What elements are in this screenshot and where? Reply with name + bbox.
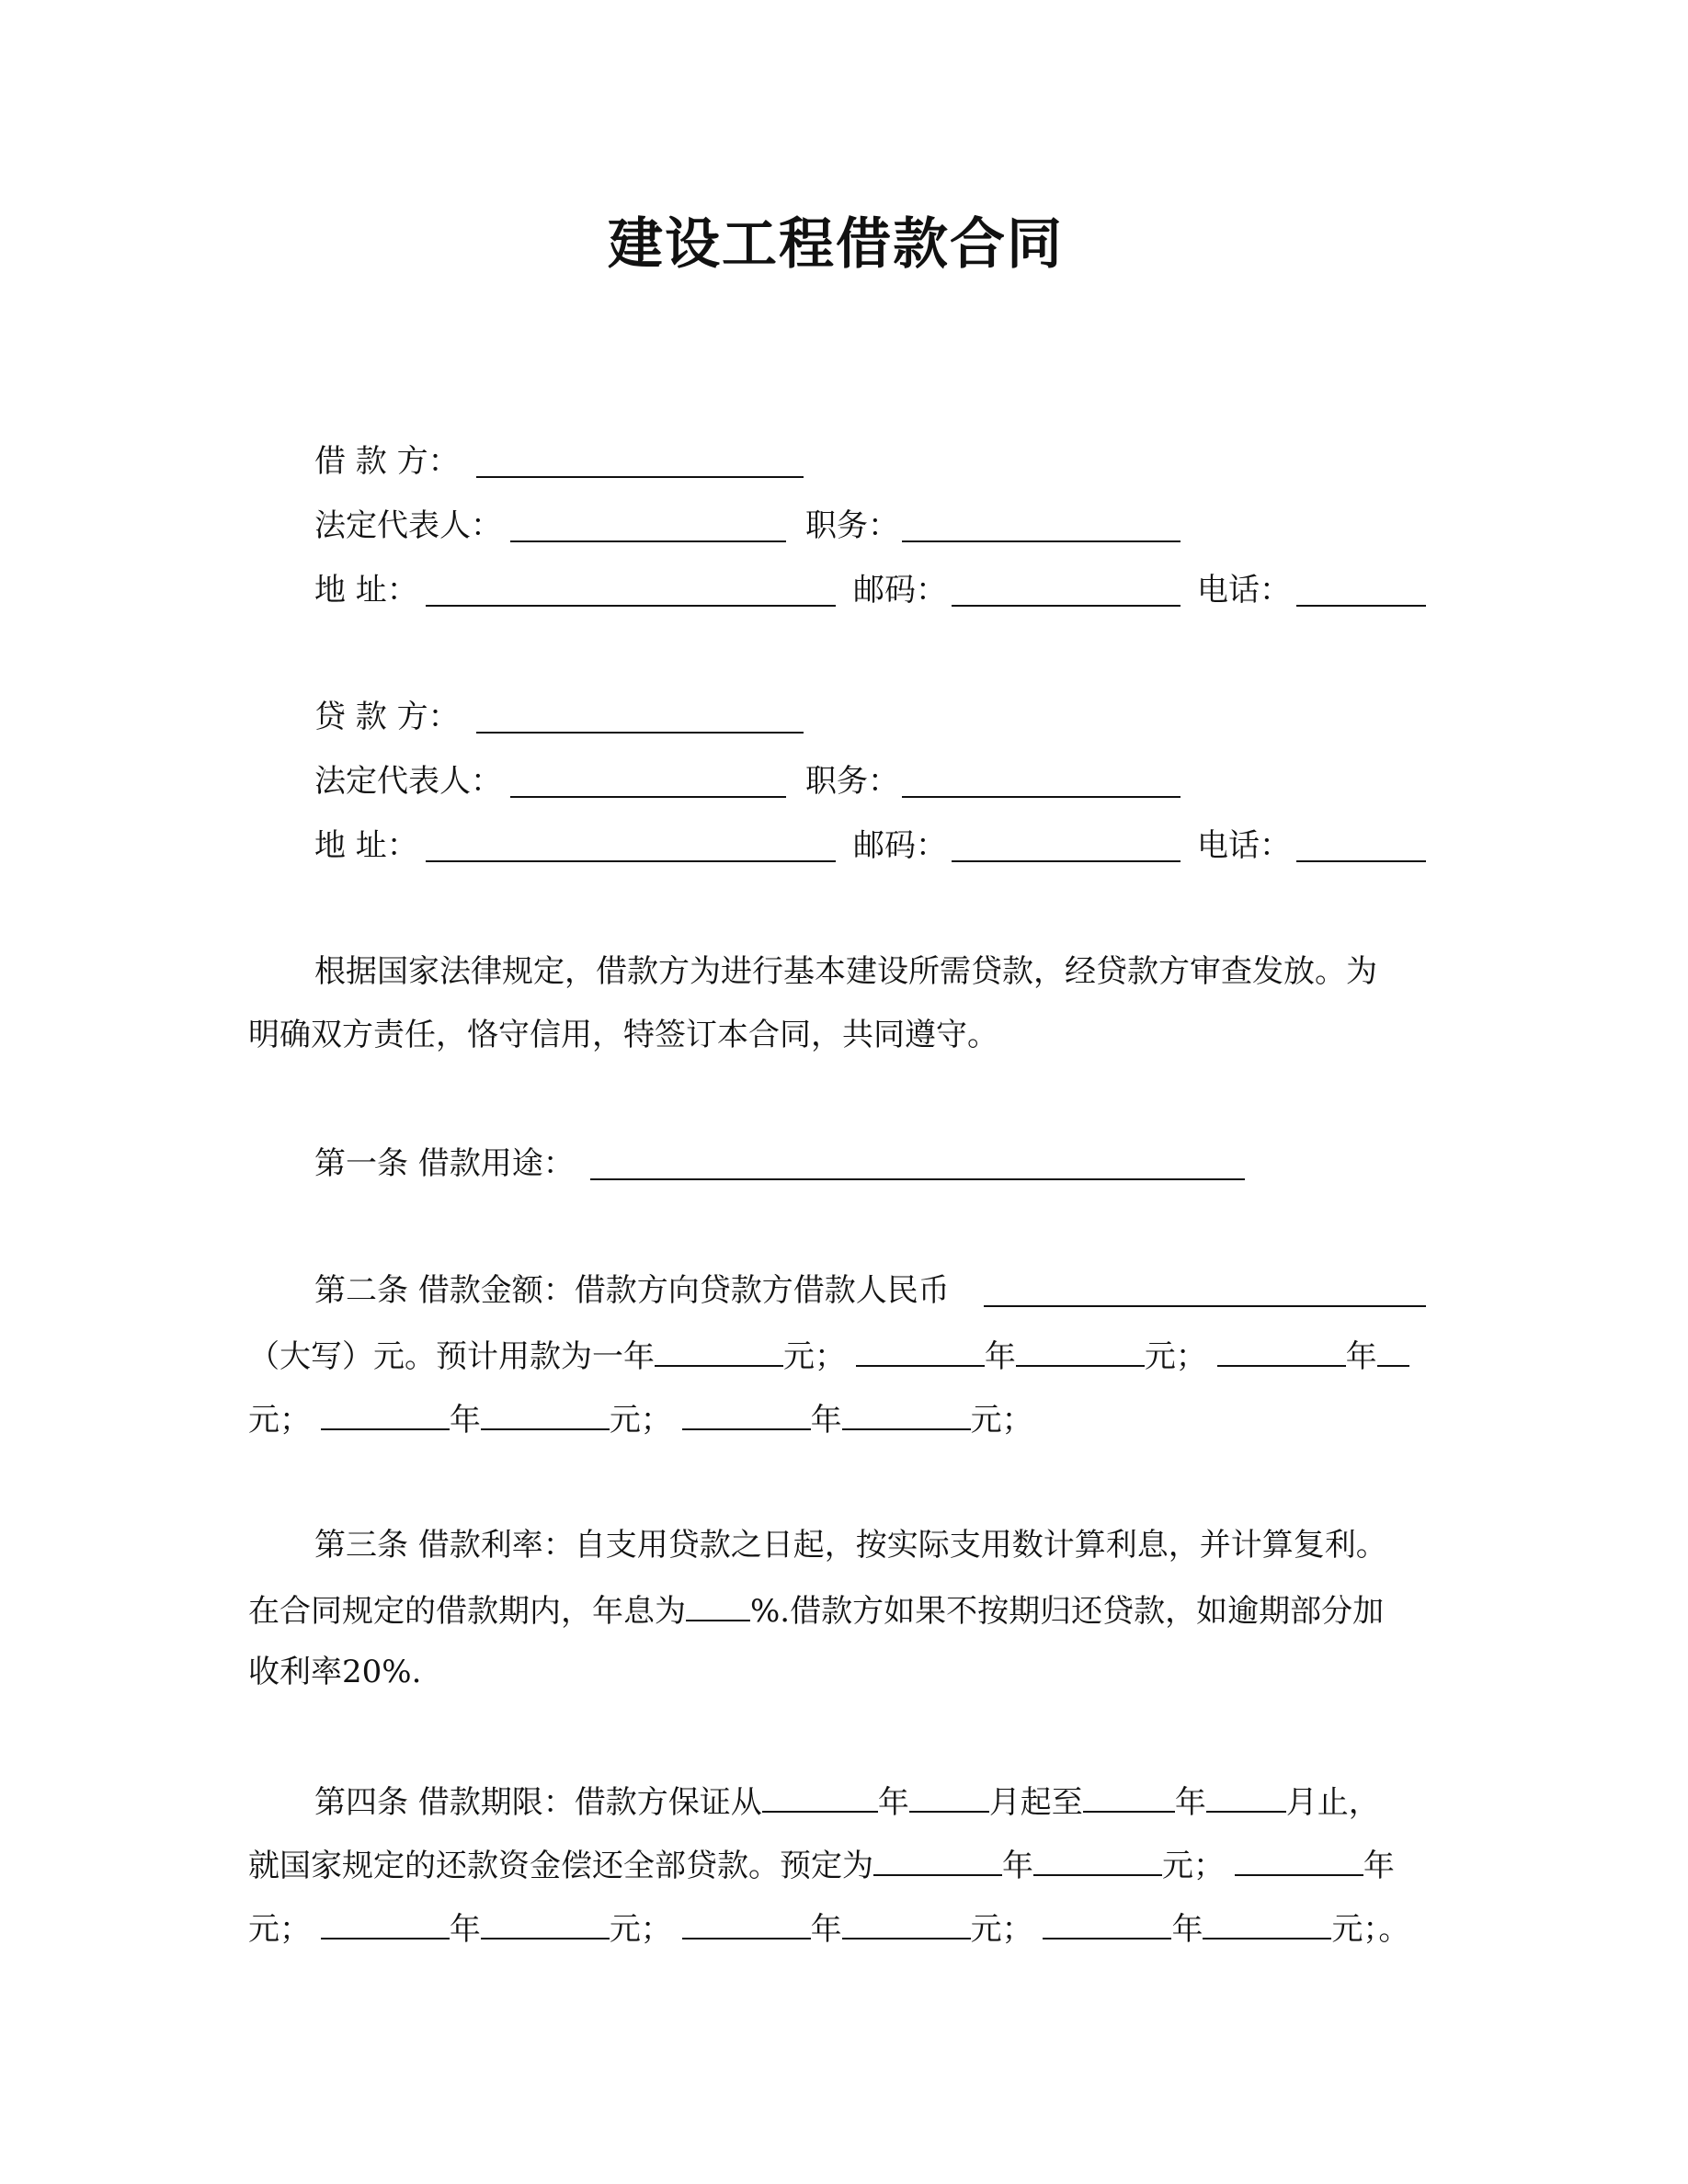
borrower-rep-line [314,506,1510,546]
clause3-line-3: 收利率20%. [248,1654,422,1690]
borrower-phone-blank[interactable] [1296,575,1426,607]
borrower-zip-label: 邮码： [853,572,947,609]
blank[interactable] [1217,1334,1346,1367]
preamble-line-2: 明确双方责任，恪守信用，特签订本合同，共同遵守。 [248,1017,998,1053]
clause2-line-2 [248,1334,1409,1374]
clause2-text: 年 [1345,1338,1377,1375]
clause4-text: 元；。 [1331,1911,1410,1948]
blank[interactable] [1083,1780,1175,1813]
borrower-address-label: 地 址： [314,572,418,609]
blank[interactable] [682,1397,811,1430]
clause2-text: 元； [970,1402,1033,1439]
blank[interactable] [1016,1334,1145,1367]
clause2-text: 元； [1144,1338,1207,1375]
clause4-text: 就国家规定的还款资金偿还全部贷款。预定为 [248,1848,873,1884]
lender-zip-label: 邮码： [853,827,947,864]
blank[interactable] [1206,1780,1286,1813]
clause2-line-1 [314,1270,1436,1311]
clause3-text: %.借款方如果不按期归还贷款，如逾期部分加 [750,1593,1385,1630]
clause2-line-3 [248,1397,1033,1438]
clause1-line [314,1143,1326,1184]
clause3-line-2 [248,1588,1384,1629]
borrower-position-blank[interactable] [902,511,1180,542]
clause4-text: 元； [248,1911,311,1948]
clause3-line-1: 第三条 借款利率：自支用贷款之日起，按实际支用数计算利息，并计算复利。 [314,1527,1387,1564]
clause4-line-3 [248,1906,1409,1947]
borrower-phone-label: 电话： [1197,572,1291,609]
blank[interactable] [842,1397,971,1430]
blank[interactable] [856,1334,985,1367]
lender-name-blank[interactable] [476,702,804,734]
document-title: 建设工程借款合同 [608,212,1064,277]
blank[interactable] [1377,1334,1409,1367]
clause4-text: 月起至 [988,1784,1083,1821]
blank[interactable] [655,1334,783,1367]
blank[interactable] [1203,1906,1331,1939]
lender-position-label: 职务： [805,763,899,800]
clause4-text: 年 [1174,1784,1206,1821]
clause4-line-1 [314,1780,1380,1820]
blank[interactable] [1033,1843,1162,1876]
lender-address-blank[interactable] [426,831,836,862]
blank[interactable] [682,1906,811,1939]
borrower-rep-blank[interactable] [510,511,786,542]
lender-name-line [314,697,1510,737]
loan-purpose-blank[interactable] [590,1149,1245,1180]
lender-rep-line [314,761,1510,802]
blank[interactable] [321,1906,450,1939]
lender-position-blank[interactable] [902,767,1180,798]
clause4-text: 年 [1171,1911,1203,1948]
clause2-text: 年 [984,1338,1016,1375]
blank[interactable] [481,1397,610,1430]
clause4-text: 元； [609,1911,672,1948]
clause4-text: 元； [970,1911,1033,1948]
blank[interactable] [762,1780,878,1813]
blank[interactable] [909,1780,989,1813]
clause2-text: 元； [783,1338,846,1375]
clause2-text: 年 [810,1402,842,1439]
lender-phone-blank[interactable] [1296,831,1426,862]
clause2-text: 第二条 借款金额：借款方向贷款方借款人民币 [314,1272,950,1309]
lender-label: 贷 款 方： [314,699,460,735]
borrower-position-label: 职务： [805,507,899,544]
blank[interactable] [1043,1906,1171,1939]
borrower-address-blank[interactable] [426,575,836,607]
clause4-text: 年 [1002,1848,1033,1884]
interest-rate-blank[interactable] [686,1588,750,1621]
lender-address-line [314,825,1510,866]
clause4-text: 第四条 借款期限：借款方保证从 [314,1784,762,1821]
blank[interactable] [873,1843,1002,1876]
borrower-zip-blank[interactable] [952,575,1180,607]
clause2-text: 年 [449,1402,481,1439]
clause4-text: 月止， [1285,1784,1380,1821]
blank[interactable] [481,1906,610,1939]
clause3-text: 在合同规定的借款期内，年息为 [248,1593,686,1630]
preamble-line-1: 根据国家法律规定，借款方为进行基本建设所需贷款，经贷款方审查发放。为 [314,953,1377,990]
loan-amount-blank[interactable] [984,1276,1426,1307]
clause4-text: 元； [1162,1848,1225,1884]
lender-phone-label: 电话： [1197,827,1291,864]
lender-address-label: 地 址： [314,827,418,864]
borrower-rep-label: 法定代表人： [314,507,502,544]
borrower-label: 借 款 方： [314,443,460,480]
blank[interactable] [321,1397,450,1430]
lender-rep-blank[interactable] [510,767,786,798]
lender-zip-blank[interactable] [952,831,1180,862]
clause4-text: 年 [449,1911,481,1948]
clause4-text: 年 [810,1911,842,1948]
blank[interactable] [1235,1843,1363,1876]
clause4-line-2 [248,1843,1395,1883]
clause2-text: 元； [609,1402,672,1439]
clause1-label: 第一条 借款用途： [314,1145,575,1182]
clause2-text: 元； [248,1402,311,1439]
clause2-text: （大写）元。预计用款为一年 [248,1338,655,1375]
borrower-address-line [314,570,1510,610]
clause4-text: 年 [1363,1848,1395,1884]
lender-rep-label: 法定代表人： [314,763,502,800]
clause4-text: 年 [877,1784,909,1821]
borrower-name-line [314,441,1510,482]
borrower-name-blank[interactable] [476,447,804,478]
blank[interactable] [842,1906,971,1939]
